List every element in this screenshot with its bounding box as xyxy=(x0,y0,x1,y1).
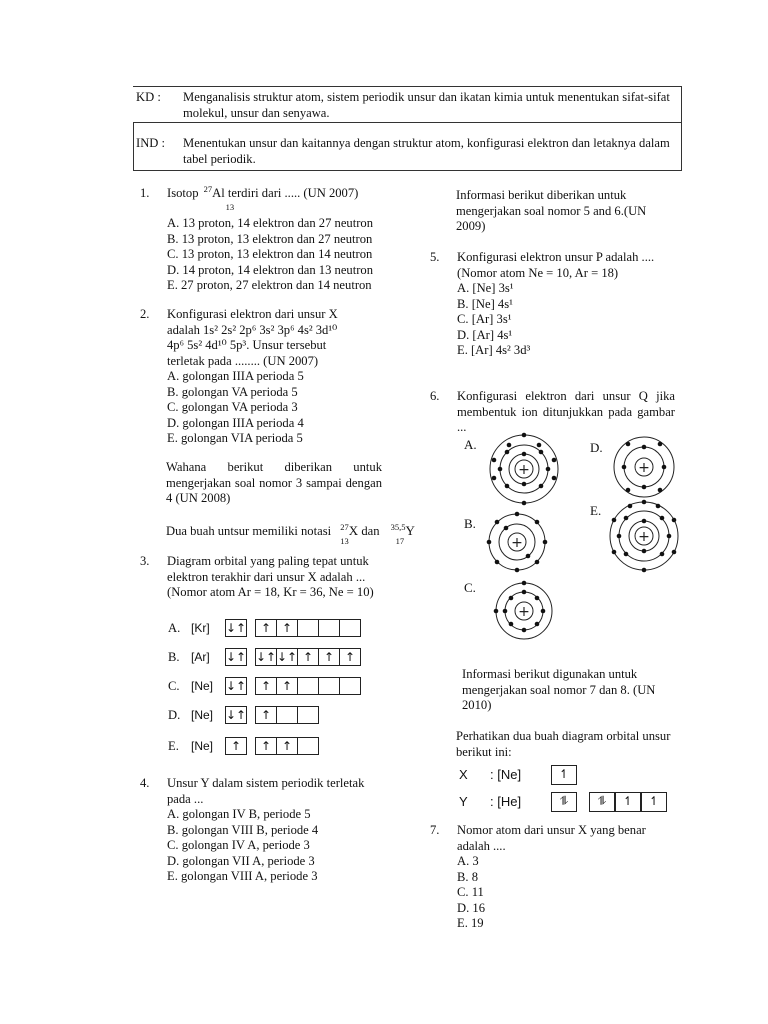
question-5-stem: Konfigurasi elektron unsur P adalah .... (Nomor atom Ne = 10, Ar = 18) xyxy=(457,250,655,280)
orbital-option-b[interactable]: B. [Ar] ↓↑ ↓↑ ↓↑ ↑ ↑ ↑ xyxy=(168,648,368,668)
svg-text:+: + xyxy=(638,529,650,545)
atom-b-icon[interactable] xyxy=(487,512,548,573)
orbital-box: ↑ xyxy=(255,677,277,695)
orbital-box: ↿ xyxy=(615,792,641,812)
orbital-box: ↑ xyxy=(255,737,277,755)
option-a[interactable]: A. 13 proton, 14 elektron dan 27 neutron xyxy=(167,216,374,230)
electron-configuration: adalah 1s² 2s² 2p⁶ 3s² 3p⁶ 4s² 3d¹⁰ xyxy=(167,322,338,337)
isotope-notation: $^{27}$Al 13 xyxy=(203,183,235,212)
option-d[interactable]: D. golongan IIIA perioda 4 xyxy=(167,415,304,430)
option-a[interactable]: A. golongan IIIA perioda 5 xyxy=(167,369,304,383)
y-notation: $^{35,5}$Y 17 xyxy=(390,521,415,546)
orbital-box: ↿ xyxy=(551,765,577,785)
option-c[interactable]: C. [Ar] 3s¹ xyxy=(457,312,512,326)
option-b[interactable]: B. 8 xyxy=(457,869,478,884)
orbital-box xyxy=(297,706,319,724)
option-e[interactable]: E. golongan VIA perioda 5 xyxy=(167,431,303,445)
atom-c-icon[interactable] xyxy=(494,581,552,639)
orbital-box: ↿ xyxy=(641,792,667,812)
orbital-box xyxy=(318,619,340,637)
question-7-stem: Nomor atom dari unsur X yang benar adalah .... xyxy=(457,823,646,853)
atom-label-d[interactable]: D. xyxy=(590,440,603,455)
option-b[interactable]: B. golongan VA perioda 5 xyxy=(167,384,298,399)
atom-label-e[interactable]: E. xyxy=(590,503,602,518)
option-d[interactable]: D. [Ar] 4s¹ xyxy=(457,327,513,342)
question-number: 3. xyxy=(140,554,150,568)
orbital-box: ↓↑ xyxy=(226,679,247,693)
notation-line: Dua buah untsur memiliki notasi $^{27}$X 13 dan $^{35,5}$Y 17 xyxy=(166,521,415,546)
atom-label-a[interactable]: A. xyxy=(464,437,477,452)
orbital-box: ↑ xyxy=(276,677,298,695)
orbital-box: ↑ xyxy=(225,737,247,755)
orbital-box: ↓↑ xyxy=(256,650,277,664)
kd-divider xyxy=(133,122,681,123)
svg-text:+: + xyxy=(518,604,530,620)
atom-label-c[interactable]: C. xyxy=(464,580,476,595)
kd-label: KD : xyxy=(136,90,161,104)
orbital-box: ↓↑ xyxy=(226,708,247,722)
question-1-options xyxy=(167,216,402,294)
option-c[interactable]: C. golongan IV A, periode 3 xyxy=(167,838,310,852)
option-e[interactable]: E. 19 xyxy=(457,916,484,930)
kd-text: Menganalisis struktur atom, sistem periodik unsur dan ikatan kimia untuk menentukan sifat-sifat molekul, unsur dan senyawa. xyxy=(183,90,670,120)
y-orbital-diagram: Y : [He] ⥮ ⥮ ↿ ↿ xyxy=(458,792,678,814)
option-e[interactable]: E. 27 proton, 27 elektron dan 14 neutron xyxy=(167,278,372,292)
atom-e-icon[interactable] xyxy=(610,500,678,573)
question-2-line: Konfigurasi elektron dari unsur X xyxy=(167,307,338,321)
orbital-box: ↑ xyxy=(255,706,277,724)
ind-left-border xyxy=(133,122,134,170)
question-4-stem: Unsur Y dalam sistem periodik terletak pada ... xyxy=(167,776,365,806)
option-c[interactable]: C. 11 xyxy=(457,885,484,899)
orbital-instructions: Perhatikan dua buah diagram orbital unsur berikut ini: xyxy=(456,729,671,759)
svg-text:+: + xyxy=(518,462,530,478)
question-number: 7. xyxy=(430,823,440,837)
orbital-option-a[interactable]: A. [Kr] ↓↑ ↑ ↑ xyxy=(168,619,368,639)
wahana-instructions: Wahana berikut diberikan untuk mengerjakan soal nomor 3 sampai dengan 4 (UN 2008) xyxy=(166,460,382,505)
option-d[interactable]: D. 16 xyxy=(457,900,485,915)
ind-text: Menentukan unsur dan kaitannya dengan struktur atom, konfigurasi elektron dan letaknya dalam tabel periodik. xyxy=(183,136,670,166)
orbital-box: ⥮ xyxy=(589,792,615,812)
option-a[interactable]: A. [Ne] 3s¹ xyxy=(457,281,514,295)
orbital-box: ↑ xyxy=(255,619,277,637)
orbital-box: ↓↑ xyxy=(226,650,247,664)
ind-label: IND : xyxy=(136,136,166,150)
kd-ind-box xyxy=(133,86,682,171)
question-3-stem: Diagram orbital yang paling tepat untuk elektron terakhir dari unsur X adalah ... (Nomor atom Ar = 18, Kr = 36, Ne = 10) xyxy=(167,554,374,599)
option-d[interactable]: D. golongan VII A, periode 3 xyxy=(167,853,315,868)
orbital-box xyxy=(339,619,361,637)
orbital-box: ↑ xyxy=(276,737,298,755)
atom-a-icon[interactable] xyxy=(490,433,558,506)
question-number: 6. xyxy=(430,389,440,403)
orbital-box xyxy=(297,619,319,637)
question-6-stem: Konfigurasi elektron dari unsur Q jika membentuk ion ditunjukkan pada gambar ... xyxy=(457,389,675,434)
question-number: 2. xyxy=(140,307,150,321)
orbital-box: ↑ xyxy=(297,648,319,666)
orbital-box: ↑ xyxy=(318,648,340,666)
info-7-8: Informasi berikut digunakan untuk mengerjakan soal nomor 7 dan 8. (UN 2010) xyxy=(462,667,656,712)
option-b[interactable]: B. [Ne] 4s¹ xyxy=(457,296,513,311)
svg-text:+: + xyxy=(511,535,523,551)
orbital-option-d[interactable]: D. [Ne] ↓↑ ↑ xyxy=(168,706,328,726)
option-c[interactable]: C. golongan VA perioda 3 xyxy=(167,400,298,414)
option-e[interactable]: E. golongan VIII A, periode 3 xyxy=(167,869,318,883)
orbital-box xyxy=(339,677,361,695)
orbital-box: ↑ xyxy=(276,619,298,637)
orbital-option-e[interactable]: E. [Ne] ↑ ↑ ↑ xyxy=(168,737,328,757)
orbital-box xyxy=(297,677,319,695)
question-number: 4. xyxy=(140,776,150,790)
x-orbital-diagram: X : [Ne] ↿ xyxy=(458,765,678,787)
question-1-stem: Isotop $^{27}$Al 13 terdiri dari ..... (UN 2007) xyxy=(167,183,359,212)
option-a[interactable]: A. 3 xyxy=(457,854,479,868)
orbital-box: ⥮ xyxy=(551,792,577,812)
orbital-option-c[interactable]: C. [Ne] ↓↑ ↑ ↑ xyxy=(168,677,368,697)
question-2-line: terletak pada ........ (UN 2007) xyxy=(167,353,319,368)
info-5-6: Informasi berikut diberikan untuk mengerjakan soal nomor 5 and 6.(UN 2009) xyxy=(456,188,647,233)
option-a[interactable]: A. golongan IV B, periode 5 xyxy=(167,807,311,821)
option-d[interactable]: D. 14 proton, 14 elektron dan 13 neutron xyxy=(167,262,374,277)
atom-diagrams xyxy=(480,430,680,640)
option-e[interactable]: E. [Ar] 4s² 3d³ xyxy=(457,343,531,357)
question-number: 5. xyxy=(430,250,440,264)
orbital-box: ↑ xyxy=(339,648,361,666)
question-number: 1. xyxy=(140,186,150,200)
orbital-box xyxy=(297,737,319,755)
orbital-box: ↓↑ xyxy=(277,650,298,664)
x-notation: $^{27}$X 13 xyxy=(340,521,359,546)
option-b[interactable]: B. golongan VIII B, periode 4 xyxy=(167,822,319,837)
svg-text:+: + xyxy=(638,460,650,476)
option-b[interactable]: B. 13 proton, 13 elektron dan 27 neutron xyxy=(167,231,373,246)
orbital-box: ↓↑ xyxy=(226,621,247,635)
atom-d-icon[interactable] xyxy=(614,437,674,497)
orbital-box xyxy=(276,706,298,724)
option-c[interactable]: C. 13 proton, 13 elektron dan 14 neutron xyxy=(167,247,373,261)
atom-label-b[interactable]: B. xyxy=(464,516,476,531)
electron-configuration: 4p⁶ 5s² 4d¹⁰ 5p³. Unsur tersebut xyxy=(167,338,327,352)
orbital-box xyxy=(318,677,340,695)
